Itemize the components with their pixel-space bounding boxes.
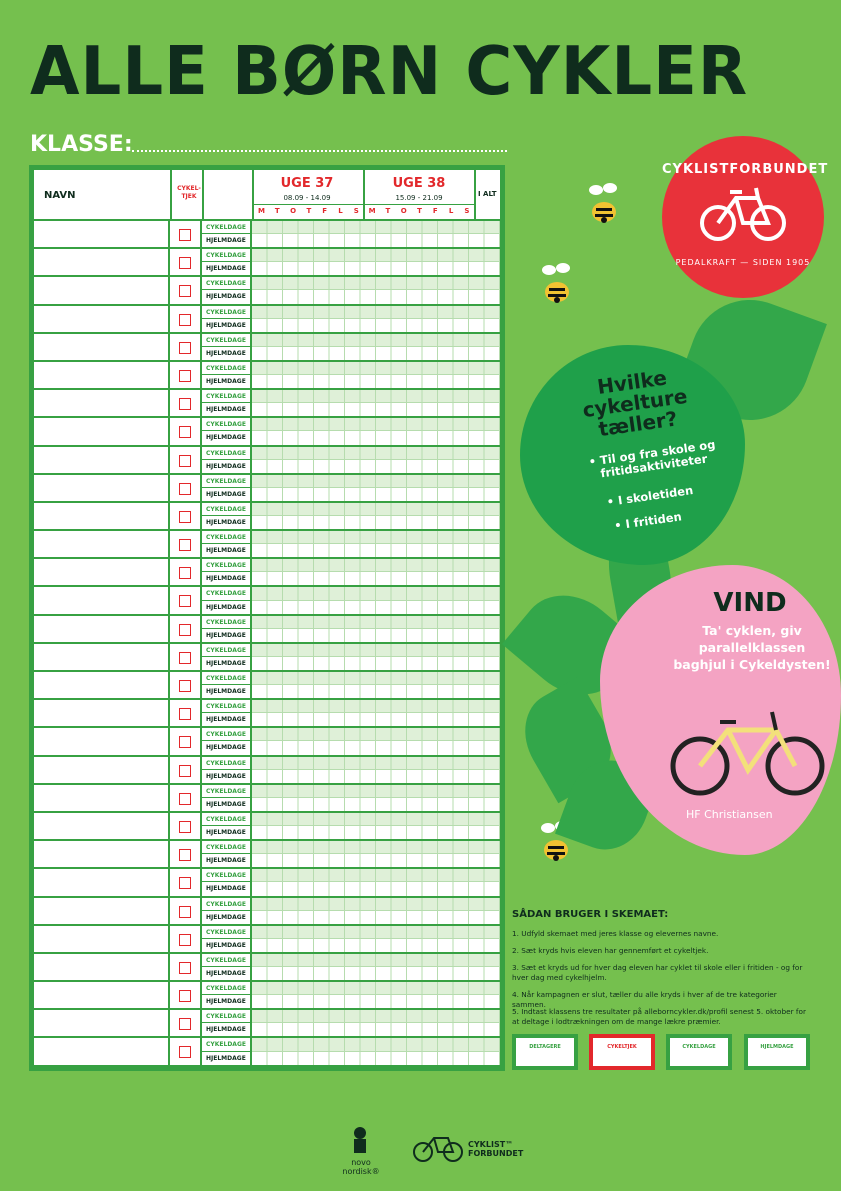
cykeltjek-checkbox[interactable]	[179, 539, 191, 551]
row-label-hjelmdage: HJELMDAGE	[202, 460, 252, 473]
header-total: I ALT	[478, 190, 497, 198]
hjelmdage-day-cells[interactable]	[252, 741, 500, 754]
instruction-step: 3. Sæt et kryds ud for hver dag eleven har cyklet til skole eller i fritiden - og for hver dag med cykelhjelm.	[512, 963, 803, 982]
row-label-hjelmdage: HJELMDAGE	[202, 826, 252, 839]
cykeltjek-checkbox[interactable]	[179, 567, 191, 579]
row-label-cykeldage: CYKELDAGE	[202, 475, 252, 488]
hjelmdage-day-cells[interactable]	[252, 234, 500, 247]
cykeltjek-cell	[170, 926, 202, 952]
cyklistforbundet-logo-text: CYKLIST™ FORBUNDET	[468, 1140, 524, 1158]
cykeltjek-cell	[170, 362, 202, 388]
table-row	[34, 277, 500, 305]
question-title: Hvilke cykelture tæller?	[581, 365, 689, 442]
hjelmdage-day-cells[interactable]	[252, 657, 500, 670]
row-label-hjelmdage: HJELMDAGE	[202, 713, 252, 726]
name-input-cell[interactable]	[34, 841, 170, 867]
header-day: F	[322, 207, 328, 215]
instructions-title: SÅDAN BRUGER I SKEMAET:	[512, 909, 669, 920]
novo-nordisk-text: novo nordisk®	[342, 1158, 380, 1176]
table-row	[34, 249, 500, 277]
row-label-cykeldage: CYKELDAGE	[202, 447, 252, 460]
cykeltjek-cell	[170, 306, 202, 332]
header-week-38: UGE 38	[392, 176, 446, 191]
result-box-cykeldage[interactable]: CYKELDAGE	[666, 1034, 732, 1070]
row-label-hjelmdage: HJELMDAGE	[202, 601, 252, 614]
cyklistforbundet-logo-bike-icon	[412, 1132, 464, 1162]
cykeltjek-cell	[170, 616, 202, 642]
cykeltjek-cell	[170, 249, 202, 275]
instruction-step: 4. Når kampagnen er slut, tæller du alle kryds i hver af de tre kategorier sammen.	[512, 990, 777, 1009]
cykeltjek-checkbox[interactable]	[179, 229, 191, 241]
hjelmdage-day-cells[interactable]	[252, 629, 500, 642]
hjelmdage-day-cells[interactable]	[252, 290, 500, 303]
table-row	[34, 869, 500, 897]
bee-icon	[539, 262, 575, 304]
cykeltjek-cell	[170, 672, 202, 698]
cykeldage-day-cells[interactable]	[252, 277, 500, 290]
cykeldage-day-cells[interactable]	[252, 306, 500, 319]
name-input-cell[interactable]	[34, 503, 170, 529]
cykeldage-day-cells[interactable]	[252, 503, 500, 516]
question-item: • I skoletiden	[605, 483, 695, 509]
row-label-cykeldage: CYKELDAGE	[202, 587, 252, 600]
table-row	[34, 587, 500, 615]
klasse-input-line[interactable]	[132, 150, 507, 152]
cykeltjek-checkbox[interactable]	[179, 652, 191, 664]
name-input-cell[interactable]	[34, 898, 170, 924]
cykeldage-day-cells[interactable]	[252, 898, 500, 911]
row-label-cykeldage: CYKELDAGE	[202, 898, 252, 911]
result-box-cykeltjek[interactable]: CYKELTJEK	[589, 1034, 655, 1070]
row-label-hjelmdage: HJELMDAGE	[202, 657, 252, 670]
header-day: F	[432, 207, 438, 215]
header-day: S	[464, 207, 470, 215]
table-row	[34, 306, 500, 334]
cykeltjek-checkbox[interactable]	[179, 1046, 191, 1058]
cykeltjek-checkbox[interactable]	[179, 906, 191, 918]
row-label-hjelmdage: HJELMDAGE	[202, 290, 252, 303]
header-week-37: UGE 37	[280, 176, 334, 191]
row-label-cykeldage: CYKELDAGE	[202, 757, 252, 770]
name-input-cell[interactable]	[34, 1038, 170, 1064]
cykeltjek-checkbox[interactable]	[179, 1018, 191, 1030]
header-day: M	[368, 207, 376, 215]
table-row	[34, 954, 500, 982]
row-label-cykeldage: CYKELDAGE	[202, 306, 252, 319]
table-row	[34, 1010, 500, 1038]
poster-title: ALLE BØRN CYKLER	[30, 33, 749, 111]
header-week-38-dates: 15.09 - 21.09	[395, 194, 443, 202]
header-cykeltjek: CYKEL-TJEK	[177, 185, 201, 200]
row-label-hjelmdage: HJELMDAGE	[202, 347, 252, 360]
prize-bicycle-image	[668, 700, 828, 800]
question-item: • I fritiden	[613, 509, 683, 533]
cykeldage-day-cells[interactable]	[252, 954, 500, 967]
cykeldage-day-cells[interactable]	[252, 672, 500, 685]
row-label-cykeldage: CYKELDAGE	[202, 841, 252, 854]
name-input-cell[interactable]	[34, 954, 170, 980]
header-day: O	[290, 207, 297, 215]
row-label-cykeldage: CYKELDAGE	[202, 926, 252, 939]
table-row	[34, 559, 500, 587]
cykeldage-day-cells[interactable]	[252, 249, 500, 262]
row-label-cykeldage: CYKELDAGE	[202, 1038, 252, 1051]
cykeldage-day-cells[interactable]	[252, 785, 500, 798]
prize-title: VIND	[713, 588, 787, 618]
cykeldage-day-cells[interactable]	[252, 531, 500, 544]
cykeltjek-checkbox[interactable]	[179, 426, 191, 438]
header-day: M	[258, 207, 265, 215]
cykeltjek-cell	[170, 503, 202, 529]
table-row	[34, 418, 500, 446]
cykeltjek-cell	[170, 869, 202, 895]
registration-table	[29, 165, 505, 1071]
row-label-cykeldage: CYKELDAGE	[202, 531, 252, 544]
header-day: L	[338, 207, 343, 215]
name-input-cell[interactable]	[34, 362, 170, 388]
cykeltjek-cell	[170, 1038, 202, 1064]
row-label-hjelmdage: HJELMDAGE	[202, 854, 252, 867]
name-input-cell[interactable]	[34, 418, 170, 444]
row-label-cykeldage: CYKELDAGE	[202, 390, 252, 403]
cykeldage-day-cells[interactable]	[252, 334, 500, 347]
hjelmdage-day-cells[interactable]	[252, 319, 500, 332]
row-label-hjelmdage: HJELMDAGE	[202, 629, 252, 642]
row-label-hjelmdage: HJELMDAGE	[202, 882, 252, 895]
row-label-cykeldage: CYKELDAGE	[202, 616, 252, 629]
cykeltjek-checkbox[interactable]	[179, 483, 191, 495]
hjelmdage-day-cells[interactable]	[252, 544, 500, 557]
row-label-hjelmdage: HJELMDAGE	[202, 516, 252, 529]
table-row	[34, 1038, 500, 1066]
cykeltjek-checkbox[interactable]	[179, 736, 191, 748]
table-row	[34, 926, 500, 954]
cykeltjek-cell	[170, 813, 202, 839]
hjelmdage-day-cells[interactable]	[252, 1023, 500, 1036]
cykeltjek-cell	[170, 447, 202, 473]
cykeltjek-cell	[170, 334, 202, 360]
row-label-hjelmdage: HJELMDAGE	[202, 967, 252, 980]
table-row	[34, 531, 500, 559]
row-label-cykeldage: CYKELDAGE	[202, 728, 252, 741]
name-input-cell[interactable]	[34, 1010, 170, 1036]
hjelmdage-day-cells[interactable]	[252, 854, 500, 867]
row-label-cykeldage: CYKELDAGE	[202, 644, 252, 657]
cykeltjek-checkbox[interactable]	[179, 624, 191, 636]
name-input-cell[interactable]	[34, 475, 170, 501]
cykeltjek-cell	[170, 559, 202, 585]
name-input-cell[interactable]	[34, 249, 170, 275]
badge-bottom-text: PEDALKRAFT — SIDEN 1905	[675, 258, 811, 267]
header-day: T	[417, 207, 422, 215]
hjelmdage-day-cells[interactable]	[252, 488, 500, 501]
header-day: L	[448, 207, 454, 215]
table-row	[34, 728, 500, 756]
cykeltjek-cell	[170, 982, 202, 1008]
cykeltjek-cell	[170, 475, 202, 501]
table-row	[34, 644, 500, 672]
cykeldage-day-cells[interactable]	[252, 700, 500, 713]
row-label-cykeldage: CYKELDAGE	[202, 249, 252, 262]
table-row	[34, 785, 500, 813]
row-label-hjelmdage: HJELMDAGE	[202, 1052, 252, 1065]
cykeldage-day-cells[interactable]	[252, 616, 500, 629]
header-day: S	[353, 207, 359, 215]
cykeldage-day-cells[interactable]	[252, 362, 500, 375]
hjelmdage-day-cells[interactable]	[252, 1052, 500, 1065]
hjelmdage-day-cells[interactable]	[252, 713, 500, 726]
hjelmdage-day-cells[interactable]	[252, 403, 500, 416]
row-label-hjelmdage: HJELMDAGE	[202, 234, 252, 247]
cykeldage-day-cells[interactable]	[252, 813, 500, 826]
row-label-hjelmdage: HJELMDAGE	[202, 319, 252, 332]
cykeltjek-cell	[170, 1010, 202, 1036]
novo-nordisk-logo	[342, 1125, 378, 1157]
table-row	[34, 390, 500, 418]
row-label-hjelmdage: HJELMDAGE	[202, 770, 252, 783]
row-label-cykeldage: CYKELDAGE	[202, 869, 252, 882]
cykeldage-day-cells[interactable]	[252, 221, 500, 234]
hjelmdage-day-cells[interactable]	[252, 516, 500, 529]
hjelmdage-day-cells[interactable]	[252, 967, 500, 980]
row-label-cykeldage: CYKELDAGE	[202, 785, 252, 798]
name-input-cell[interactable]	[34, 644, 170, 670]
table-row	[34, 841, 500, 869]
hjelmdage-day-cells[interactable]	[252, 431, 500, 444]
name-input-cell[interactable]	[34, 785, 170, 811]
cykeldage-day-cells[interactable]	[252, 559, 500, 572]
hjelmdage-day-cells[interactable]	[252, 460, 500, 473]
cykeltjek-checkbox[interactable]	[179, 821, 191, 833]
cykeltjek-cell	[170, 841, 202, 867]
cykeldage-day-cells[interactable]	[252, 841, 500, 854]
cykeltjek-checkbox[interactable]	[179, 285, 191, 297]
cykeltjek-checkbox[interactable]	[179, 680, 191, 692]
cykeltjek-checkbox[interactable]	[179, 934, 191, 946]
row-label-cykeldage: CYKELDAGE	[202, 277, 252, 290]
table-row	[34, 757, 500, 785]
table-row	[34, 221, 500, 249]
cykeltjek-cell	[170, 418, 202, 444]
row-label-cykeldage: CYKELDAGE	[202, 418, 252, 431]
cyklistforbundet-badge	[662, 136, 829, 298]
table-row	[34, 898, 500, 926]
prize-sponsor: HF Christiansen	[686, 808, 773, 821]
name-input-cell[interactable]	[34, 672, 170, 698]
cykeldage-day-cells[interactable]	[252, 644, 500, 657]
bee-icon	[586, 182, 622, 224]
row-label-hjelmdage: HJELMDAGE	[202, 431, 252, 444]
table-row	[34, 982, 500, 1010]
hjelmdage-day-cells[interactable]	[252, 798, 500, 811]
hjelmdage-day-cells[interactable]	[252, 375, 500, 388]
cykeltjek-cell	[170, 390, 202, 416]
name-input-cell[interactable]	[34, 447, 170, 473]
cykeldage-day-cells[interactable]	[252, 926, 500, 939]
cykeltjek-cell	[170, 954, 202, 980]
cykeldage-day-cells[interactable]	[252, 728, 500, 741]
cykeltjek-checkbox[interactable]	[179, 990, 191, 1002]
prize-text: Ta' cyklen, giv parallelklassen baghjul i Cykeldysten!	[673, 623, 831, 672]
question-item: • Til og fra skole og fritidsaktiviteter	[587, 437, 717, 481]
instruction-step: 5. Indtast klassens tre resultater på alleborncykler.dk/profil senest 5. oktober for at deltage i lodtrækningen om de mange lækre præmier.	[512, 1007, 806, 1026]
table-row	[34, 334, 500, 362]
name-input-cell[interactable]	[34, 982, 170, 1008]
header-day: T	[306, 207, 312, 215]
table-row	[34, 700, 500, 728]
cykeltjek-checkbox[interactable]	[179, 765, 191, 777]
hjelmdage-day-cells[interactable]	[252, 601, 500, 614]
hjelmdage-day-cells[interactable]	[252, 572, 500, 585]
result-box-hjelmdage[interactable]: HJELMDAGE	[744, 1034, 810, 1070]
table-rows	[34, 221, 500, 1067]
cykeldage-day-cells[interactable]	[252, 869, 500, 882]
name-input-cell[interactable]	[34, 277, 170, 303]
instruction-step: 1. Udfyld skemaet med jeres klasse og elevernes navne.	[512, 929, 719, 938]
row-label-cykeldage: CYKELDAGE	[202, 982, 252, 995]
name-input-cell[interactable]	[34, 813, 170, 839]
cykeltjek-cell	[170, 700, 202, 726]
cykeltjek-checkbox[interactable]	[179, 342, 191, 354]
badge-top-text: CYKLISTFORBUNDET	[662, 162, 829, 177]
row-label-hjelmdage: HJELMDAGE	[202, 741, 252, 754]
name-input-cell[interactable]	[34, 926, 170, 952]
cykeldage-day-cells[interactable]	[252, 982, 500, 995]
hjelmdage-day-cells[interactable]	[252, 939, 500, 952]
row-label-hjelmdage: HJELMDAGE	[202, 911, 252, 924]
cykeldage-day-cells[interactable]	[252, 418, 500, 431]
row-label-hjelmdage: HJELMDAGE	[202, 262, 252, 275]
row-label-cykeldage: CYKELDAGE	[202, 362, 252, 375]
hjelmdage-day-cells[interactable]	[252, 826, 500, 839]
cykeltjek-cell	[170, 644, 202, 670]
cykeldage-day-cells[interactable]	[252, 1038, 500, 1051]
cykeltjek-checkbox[interactable]	[179, 314, 191, 326]
cykeltjek-cell	[170, 277, 202, 303]
cykeltjek-cell	[170, 728, 202, 754]
cykeltjek-checkbox[interactable]	[179, 877, 191, 889]
cykeltjek-checkbox[interactable]	[179, 257, 191, 269]
result-box-deltagere[interactable]: DELTAGERE	[512, 1034, 578, 1070]
name-input-cell[interactable]	[34, 757, 170, 783]
table-row	[34, 475, 500, 503]
cykeldage-day-cells[interactable]	[252, 390, 500, 403]
cykeldage-day-cells[interactable]	[252, 447, 500, 460]
row-label-cykeldage: CYKELDAGE	[202, 1010, 252, 1023]
cykeltjek-checkbox[interactable]	[179, 370, 191, 382]
row-label-hjelmdage: HJELMDAGE	[202, 572, 252, 585]
hjelmdage-day-cells[interactable]	[252, 685, 500, 698]
cykeltjek-checkbox[interactable]	[179, 511, 191, 523]
hjelmdage-day-cells[interactable]	[252, 347, 500, 360]
hjelmdage-day-cells[interactable]	[252, 995, 500, 1008]
name-input-cell[interactable]	[34, 531, 170, 557]
name-input-cell[interactable]	[34, 334, 170, 360]
cykeltjek-checkbox[interactable]	[179, 708, 191, 720]
row-label-hjelmdage: HJELMDAGE	[202, 939, 252, 952]
name-input-cell[interactable]	[34, 700, 170, 726]
cykeltjek-checkbox[interactable]	[179, 595, 191, 607]
row-label-hjelmdage: HJELMDAGE	[202, 685, 252, 698]
table-header	[34, 170, 500, 221]
cykeltjek-checkbox[interactable]	[179, 962, 191, 974]
klasse-label: KLASSE:	[30, 132, 133, 157]
name-input-cell[interactable]	[34, 306, 170, 332]
row-label-hjelmdage: HJELMDAGE	[202, 488, 252, 501]
name-input-cell[interactable]	[34, 559, 170, 585]
row-label-cykeldage: CYKELDAGE	[202, 672, 252, 685]
cykeltjek-cell	[170, 785, 202, 811]
cykeltjek-cell	[170, 757, 202, 783]
hjelmdage-day-cells[interactable]	[252, 770, 500, 783]
cykeltjek-cell	[170, 587, 202, 613]
table-row	[34, 447, 500, 475]
cykeltjek-checkbox[interactable]	[179, 849, 191, 861]
header-day: T	[274, 207, 280, 215]
table-row	[34, 362, 500, 390]
cykeldage-day-cells[interactable]	[252, 757, 500, 770]
instruction-step: 2. Sæt kryds hvis eleven har gennemført et cykeltjek.	[512, 946, 709, 955]
name-input-cell[interactable]	[34, 869, 170, 895]
header-name: NAVN	[44, 190, 76, 201]
table-row	[34, 616, 500, 644]
row-label-cykeldage: CYKELDAGE	[202, 813, 252, 826]
cykeldage-day-cells[interactable]	[252, 475, 500, 488]
row-label-hjelmdage: HJELMDAGE	[202, 995, 252, 1008]
cykeldage-day-cells[interactable]	[252, 1010, 500, 1023]
name-input-cell[interactable]	[34, 616, 170, 642]
row-label-cykeldage: CYKELDAGE	[202, 221, 252, 234]
cykeltjek-cell	[170, 221, 202, 247]
hjelmdage-day-cells[interactable]	[252, 911, 500, 924]
row-label-hjelmdage: HJELMDAGE	[202, 544, 252, 557]
hjelmdage-day-cells[interactable]	[252, 882, 500, 895]
name-input-cell[interactable]	[34, 587, 170, 613]
row-label-cykeldage: CYKELDAGE	[202, 503, 252, 516]
row-label-cykeldage: CYKELDAGE	[202, 954, 252, 967]
row-label-hjelmdage: HJELMDAGE	[202, 375, 252, 388]
header-day: T	[385, 207, 391, 215]
cykeltjek-checkbox[interactable]	[179, 398, 191, 410]
row-label-cykeldage: CYKELDAGE	[202, 559, 252, 572]
row-label-hjelmdage: HJELMDAGE	[202, 403, 252, 416]
table-row	[34, 813, 500, 841]
header-day: O	[400, 207, 407, 215]
cykeltjek-checkbox[interactable]	[179, 793, 191, 805]
cykeltjek-cell	[170, 531, 202, 557]
row-label-hjelmdage: HJELMDAGE	[202, 798, 252, 811]
row-label-cykeldage: CYKELDAGE	[202, 700, 252, 713]
name-input-cell[interactable]	[34, 221, 170, 247]
row-label-cykeldage: CYKELDAGE	[202, 334, 252, 347]
table-row	[34, 672, 500, 700]
cykeldage-day-cells[interactable]	[252, 587, 500, 600]
cykeltjek-cell	[170, 898, 202, 924]
cykeltjek-checkbox[interactable]	[179, 455, 191, 467]
row-label-hjelmdage: HJELMDAGE	[202, 1023, 252, 1036]
hjelmdage-day-cells[interactable]	[252, 262, 500, 275]
bicycle-icon	[698, 178, 788, 248]
name-input-cell[interactable]	[34, 728, 170, 754]
header-week-37-dates: 08.09 - 14.09	[283, 194, 331, 202]
name-input-cell[interactable]	[34, 390, 170, 416]
table-row	[34, 503, 500, 531]
